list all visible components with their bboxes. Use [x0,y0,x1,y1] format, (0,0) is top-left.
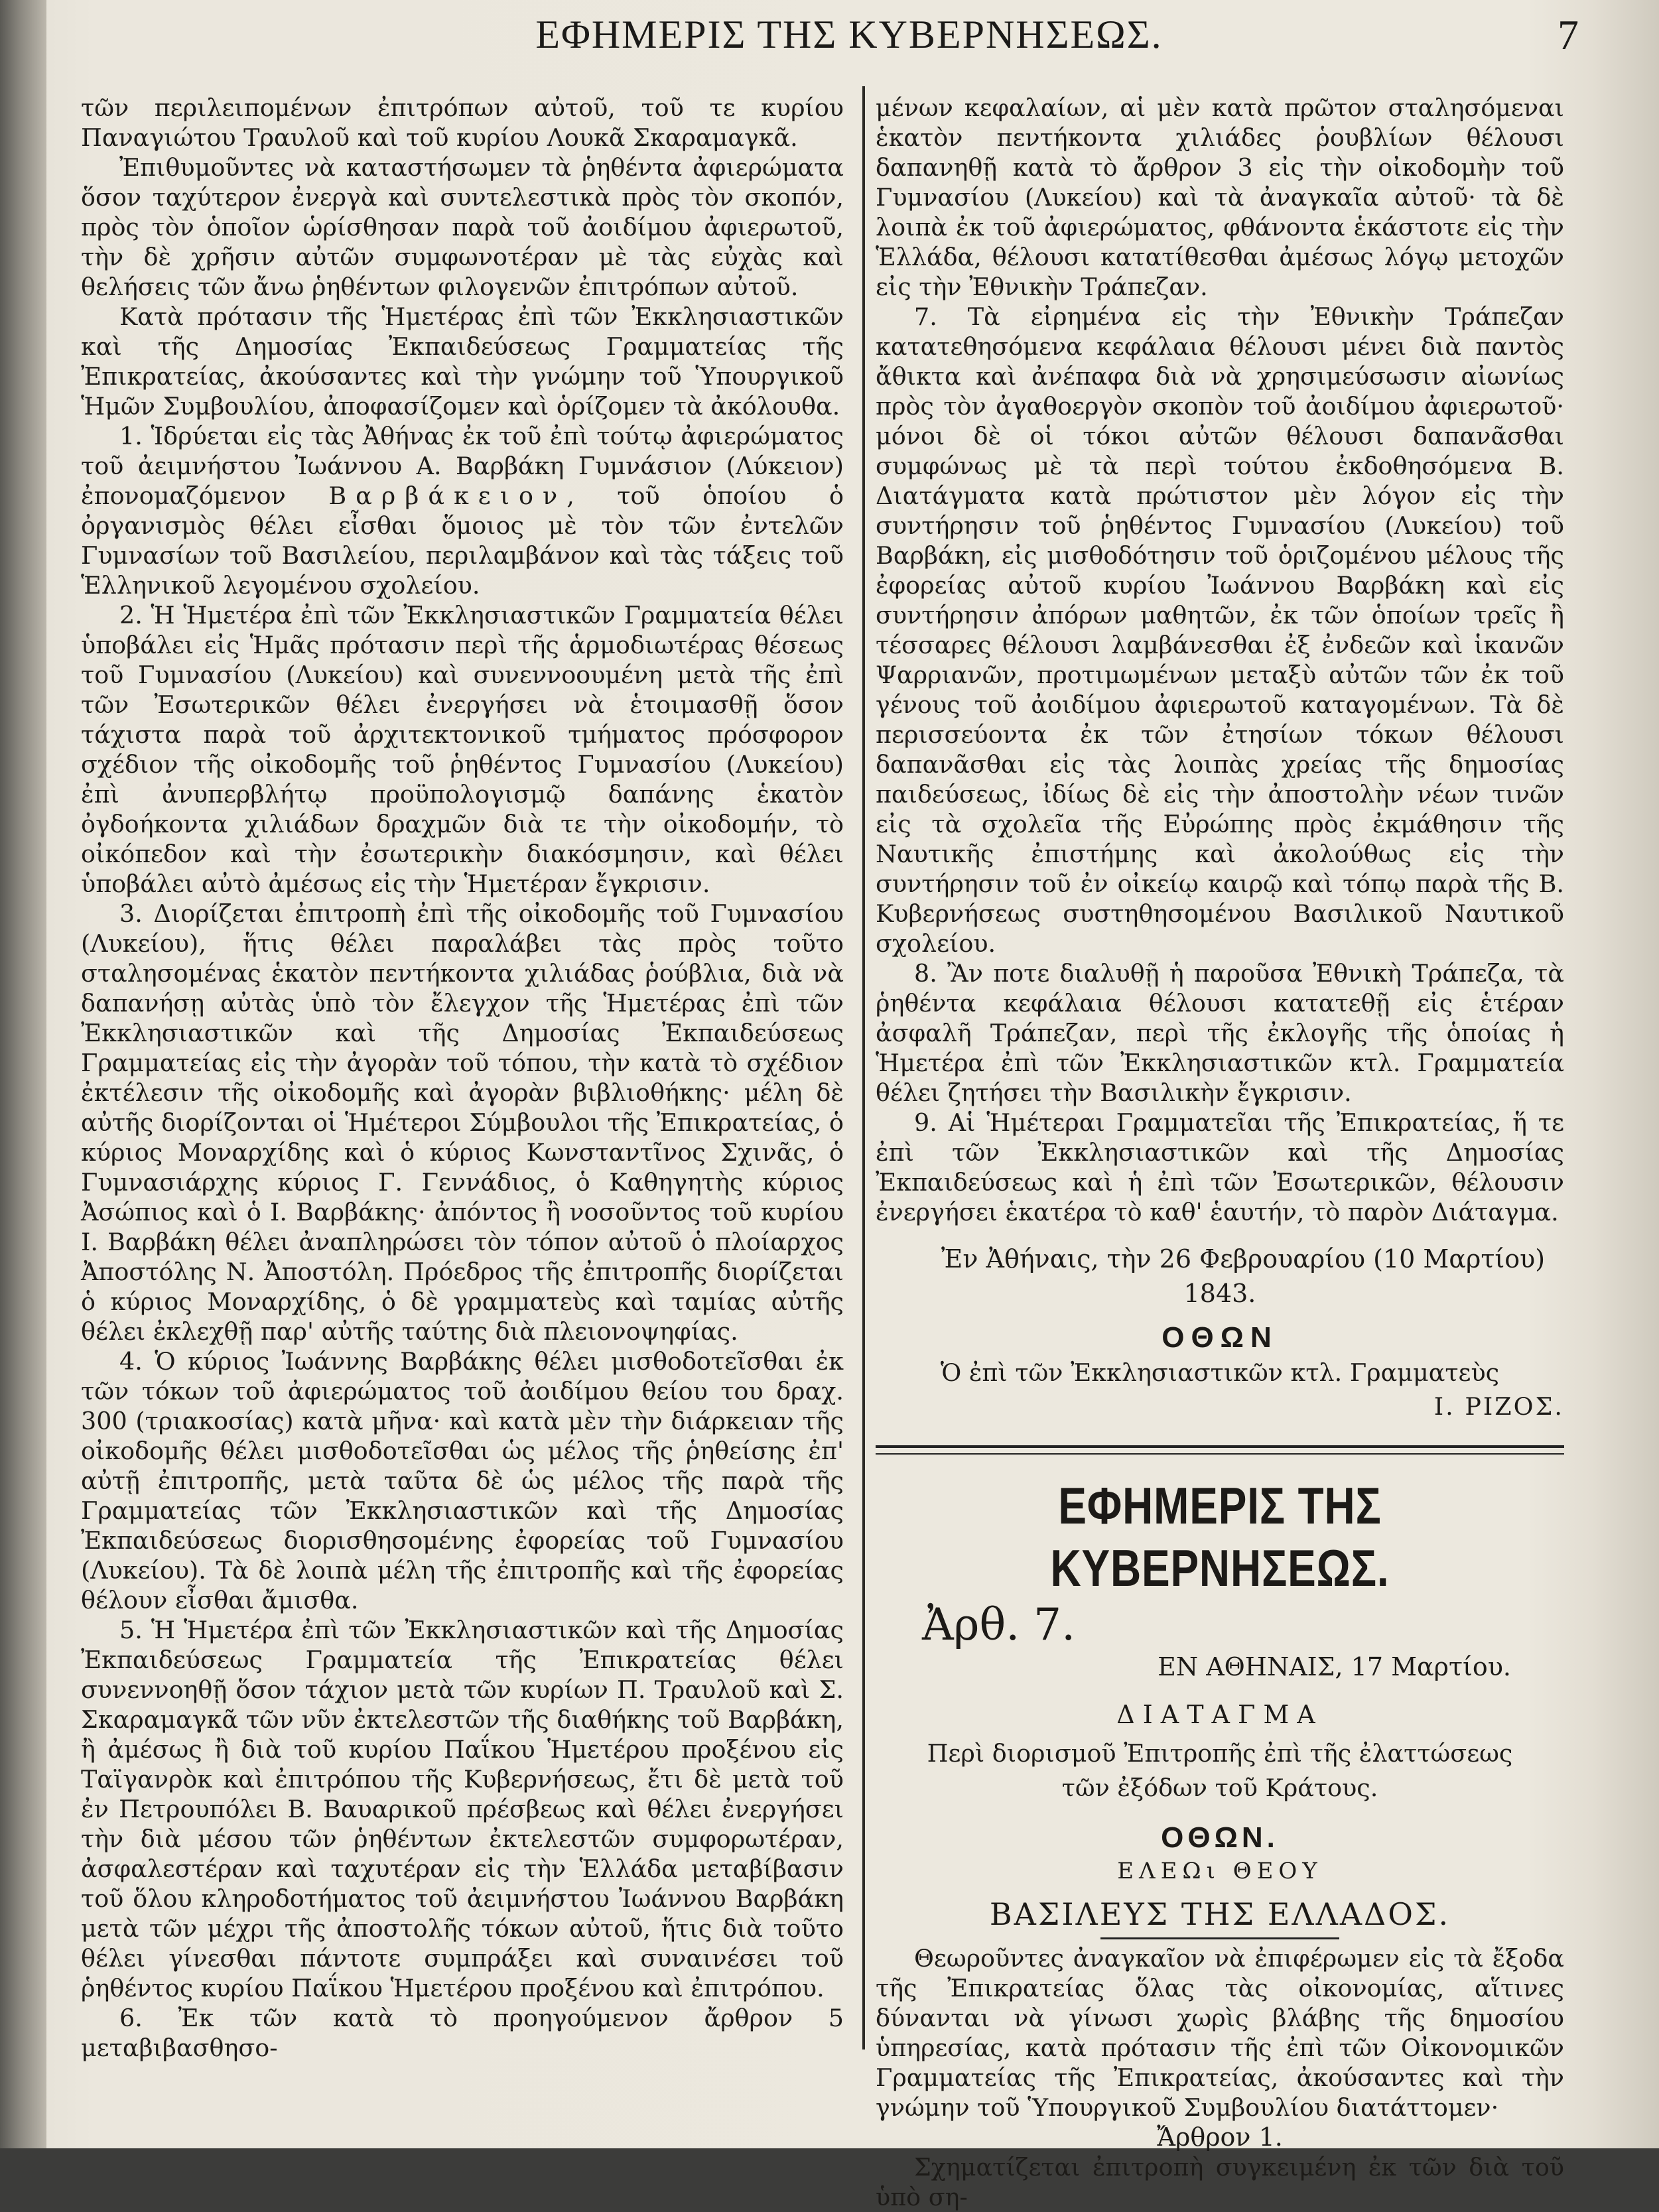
decree-preamble-2: Θεωροῦντες ἀναγκαῖον νὰ ἐπιφέρωμεν εἰς τὰ ἔξοδα τῆς Ἐπικρατείας ὅλας τὰς οἰκονομίας, αἵτινες δύνανται νὰ γίνωσι χωρὶς βλάβης τῆς δημοσίου ὑπηρεσίας, κατὰ πρότασιν τῆς ἐπὶ τῶν Οἰκονομικῶν Γραμματείας τῆς Ἐπικρατείας, ἀκούσαντες καὶ τὴν γνώμην τοῦ Ὑπουργικοῦ Συμβουλίου διατάττομεν· [876,1944,1564,2122]
article-7: 7. Τὰ εἰρημένα εἰς τὴν Ἐθνικὴν Τράπεζαν κατατεθησόμενα κεφάλαια θέλουσι μένει διὰ παντὸς ἄθικτα καὶ ἀνέπαφα διὰ νὰ χρησιμεύσωσιν αἰωνίως πρὸς τὸν ἀγαθοεργὸν σκοπὸν τοῦ ἀοιδίμου ἀφιερωτοῦ· μόνοι δὲ οἱ τόκοι αὐτῶν θέλουσι δαπανᾶσθαι συμφώνως μὲ τὰ περὶ τούτου ἐκδοθησόμενα Β. Διατάγματα κατὰ πρώτιστον μὲν λόγον εἰς τὴν συντήρησιν τοῦ ῥηθέντος Γυμνασίου (Λυκείου) τοῦ Βαρβάκη, εἰς μισθοδότησιν τοῦ ὁριζομένου μέλους τῆς ἐφορείας αὐτοῦ κυρίου Ἰωάννου Βαρβάκη καὶ εἰς συντήρησιν ἀπόρων μαθητῶν, ἐκ τῶν ὁποίων τρεῖς ἢ τέσσαρες θέλουσι λαμβάνεσθαι ἐξ ἐνδεῶν καὶ ἱκανῶν Ψαρριανῶν, προτιμωμένων μεταξὺ αὐτῶν τῶν ἐκ τοῦ γένους τοῦ ἀοιδίμου ἀφιερωτοῦ καταγομένων. Τὰ δὲ περισσεύοντα ἐκ τῶν ἐτησίων τόκων θέλουσι δαπανᾶσθαι εἰς τὰς λοιπὰς χρείας τῆς δημοσίας παιδεύσεως, ἰδίως δὲ εἰς τὴν ἀποστολὴν νέων τινῶν εἰς τὰ σχολεῖα τῆς Εὐρώπης πρὸς ἐκμάθησιν τῆς Ναυτικῆς ἐπιστήμης καὶ ἀκολούθως εἰς τὴν συντήρησιν τοῦ ἐν οἰκείῳ καιρῷ καὶ τόπῳ παρὰ τῆς Β. Κυβερνήσεως συστηθησομένου Βασιλικοῦ Ναυτικοῦ σχολείου. [876,302,1564,958]
signature-date: Ἐν Ἀθήναις, τὴν 26 Φεβρουαρίου (10 Μαρτίου) 1843. [941,1244,1546,1308]
article-heading: Ἄρθρον 1. [1157,2122,1283,2152]
article-5: 5. Ἡ Ἡμετέρα ἐπὶ τῶν Ἐκκλησιαστικῶν καὶ τῆς Δημοσίας Ἐκπαιδεύσεως Γραμματεία τῆς Ἐπικρατείας θέλει συνεννοηθῇ ὅσον τάχιον μετὰ τῶν κυρίων Π. Τραυλοῦ καὶ Σ. Σκαραμαγκᾶ τῶν νῦν ἐκτελεστῶν τῆς διαθήκης τοῦ Βαρβάκη, ἢ ἀμέσως ἢ διὰ τοῦ κυρίου Παΐκου Ἡμετέρου προξένου εἰς Ταϊγανρὸκ καὶ ἐπιτρόπου τῆς Κυβερνήσεως, ἔτι δὲ μετὰ τοῦ ἐν Πετρουπόλει Β. Βαυαρικοῦ πρέσβεως καὶ θέλει ἐνεργήσει τὴν διὰ μέσου τῶν ῥηθέντων ἐκτελεστῶν συμφορωτέραν, ἀσφαλεστέραν καὶ ταχυτέραν εἰς τὴν Ἑλλάδα μεταβίβασιν τοῦ ὅλου κληροδοτήματος τοῦ ἀειμνήστου Ἰωάννου Βαρβάκη μετὰ τῶν μέχρι τῆς ἀποστολῆς τόκων αὐτοῦ, ἥτις διὰ τοῦτο θέλει γίνεσθαι πάντοτε συμπράξει καὶ συναινέσει τοῦ ῥηθέντος κυρίου Παΐκου Ἡμετέρου προξένου καὶ ἐπιτρόπου. [81,1616,844,2002]
decree-title: ΒΑΣΙΛΕΥΣ ΤΗΣ ΕΛΛΑΔΟΣ. [989,1896,1451,1932]
decree-grace: ΕΛΕΩι ΘΕΟΥ [1117,1858,1323,1884]
section-divider [876,1445,1564,1455]
article-6-start: 6. Ἐκ τῶν κατὰ τὸ προηγούμενον ἄρθρον 5 μεταβιβασθησο- [81,2004,844,2062]
article-4: 4. Ὁ κύριος Ἰωάννης Βαρβάκης θέλει μισθοδοτεῖσθαι ἐκ τῶν τόκων τοῦ ἀφιερώματος τοῦ ἀοιδίμου θείου του δραχ. 300 (τριακοσίας) κατὰ μῆνα· καὶ κατὰ μὲν τὴν διάρκειαν τῆς οἰκοδομῆς θέλει μισθοδοτεῖσθαι ὡς μέλος τῆς ῥηθείσης ἐπ' αὐτῇ ἐπιτροπῆς, μετὰ ταῦτα δὲ ὡς μέλος τῆς παρὰ τῆς Γραμματείας τῶν Ἐκκλησιαστικῶν καὶ τῆς Δημοσίας Ἐκπαιδεύσεως διορισθησομένης ἐφορείας τοῦ Γυμνασίου (Λυκείου). Τὰ δὲ λοιπὰ μέλη τῆς ἐπιτροπῆς καὶ τῆς ἐφορείας θέλουν εἶσθαι ἄμισθα. [81,1347,844,1614]
issue-date: ΕΝ ΑΘΗΝΑΙΣ, 17 Μαρτίου. [1158,1652,1511,1681]
article-1-text: 1. Ἱδρύεται εἰς τὰς Ἀθήνας ἐκ τοῦ ἐπὶ τούτῳ ἀφιερώματος τοῦ ἀειμνήστου Ἰωάννου Α. Βαρβάκη Γυμνάσιον (Λύκειον) ἐπονομαζόμενον [81,422,844,510]
page-number: 7 [1558,11,1579,58]
short-rule [1100,1937,1339,1939]
decree-preamble: Κατὰ πρότασιν τῆς Ἡμετέρας ἐπὶ τῶν Ἐκκλησιαστικῶν καὶ τῆς Δημοσίας Ἐκπαιδεύσεως Γραμματείας τῆς Ἐπικρατείας, ἀκούσαντες καὶ τὴν γνώμην τοῦ Ὑπουργικοῦ Ἡμῶν Συμβουλίου, ἀποφασίζομεν καὶ ὁρίζομεν τὰ ἀκόλουθα. [81,302,844,421]
continued-paragraph: τῶν περιλειπομένων ἐπιτρόπων αὐτοῦ, τοῦ τε κυρίου Παναγιώτου Τραυλοῦ καὶ τοῦ κυρίου Λουκᾶ Σκαραμαγκᾶ. [81,94,844,152]
signature-role: Ὁ ἐπὶ τῶν Ἐκκλησιαστικῶν κτλ. Γραμματεὺς [940,1358,1500,1387]
signature-block [876,1242,1564,1421]
issue-number: Ἀρθ. 7. [922,1599,1076,1650]
article-9: 9. Αἱ Ἡμέτεραι Γραμματεῖαι τῆς Ἐπικρατείας, ἥ τε ἐπὶ τῶν Ἐκκλησιαστικῶν καὶ τῆς Δημοσίας Ἐκπαιδεύσεως καὶ ἡ ἐπὶ τῶν Ἐσωτερικῶν, θέλουσιν ἐνεργήσει ἑκατέρα τὸ καθ' ἑαυτήν, τὸ παρὸν Διάταγμα. [876,1108,1564,1226]
left-column [81,93,844,2063]
signature-name: Ι. ΡΙΖΟΣ. [1433,1392,1564,1421]
article-3: 3. Διορίζεται ἐπιτροπὴ ἐπὶ τῆς οἰκοδομῆς τοῦ Γυμνασίου (Λυκείου), ἥτις θέλει παραλάβει τὰς πρὸς τοῦτο σταλησομένας ἑκατὸν πεντήκοντα χιλιάδας ῥούβλια, διὰ νὰ δαπανήσῃ αὐτὰς ὑπὸ τὸν ἔλεγχον τῆς Ἡμετέρας ἐπὶ τῶν Ἐκκλησιαστικῶν καὶ τῆς Δημοσίας Ἐκπαιδεύσεως Γραμματείας εἰς τὴν ἀγορὰν τοῦ τόπου, τὴν κατὰ τὸ σχέδιον ἐκτέλεσιν τῆς οἰκοδομῆς καὶ ἀγορὰν βιβλιοθήκης· μέλη δὲ αὐτῆς διορίζονται οἱ Ἡμέτεροι Σύμβουλοι τῆς Ἐπικρατείας, ὁ κύριος Μοναρχίδης καὶ ὁ κύριος Κωνσταντῖνος Σχινᾶς, ὁ Γυμνασιάρχης κύριος Γ. Γεννάδιος, ὁ Καθηγητὴς κύριος Ἀσώπιος καὶ ὁ Ι. Βαρβάκης· ἀπόντος ἢ νοσοῦντος τοῦ κυρίου Ι. Βαρβάκη θέλει ἀναπληρώσει τὸν τόπον αὐτοῦ ὁ πλοίαρχος Ἀποστόλης Ν. Ἀποστόλη. Πρόεδρος τῆς ἐπιτροπῆς διορίζεται ὁ κύριος Μοναρχίδης, ὁ δὲ γραμματεὺς καὶ ταμίας αὐτῆς θέλει ἐκλεχθῇ παρ' αὐτῆς ταύτης διὰ πλειονοψηφίας. [81,899,844,1346]
school-name: Βαρβάκειον [328,482,567,510]
right-column [876,93,1564,2212]
issue-row [876,1599,1564,1692]
whereas-paragraph: Ἐπιθυμοῦντες νὰ καταστήσωμεν τὰ ῥηθέντα ἀφιερώματα ὅσον ταχύτερον ἐνεργὰ καὶ συντελεστικὰ πρὸς τὸν σκοπόν, πρὸς τὸν ὁποῖον ὡρίσθησαν παρὰ τοῦ ἀοιδίμου ἀφιερωτοῦ, τὴν δὲ χρῆσιν αὐτῶν συμφωνοτέραν μὲ τὰς εὐχὰς καὶ θελήσεις τῶν ἄνω ῥηθέντων φιλογενῶν ἐπιτρόπων αὐτοῦ. [81,153,844,301]
decree-label: ΔΙΑΤΑΓΜΑ [1116,1700,1323,1729]
masthead: ΕΦΗΜΕΡΙΣ ΤΗΣ ΚΥΒΕΡΝΗΣΕΩΣ. [1050,1476,1390,1597]
decree-subject: Περὶ διορισμοῦ Ἐπιτροπῆς ἐπὶ τῆς ἐλαττώσεως τῶν ἐξόδων τοῦ Κράτους. [927,1739,1513,1802]
article-1-text-cont: , τοῦ ὁποίου ὁ ὀργανισμὸς θέλει εἶσθαι ὅμοιος μὲ τὸν τῶν ἐντελῶν Γυμνασίων τοῦ Βασιλείου, περιλαμβάνον καὶ τὰς τάξεις τοῦ Ἑλληνικοῦ λεγομένου σχολείου. [81,482,844,600]
article-1-decree-2: Σχηματίζεται ἐπιτροπὴ συγκειμένη ἐκ τῶν διὰ τοῦ ὑπὸ ση- [876,2153,1564,2211]
signature-king: ΟΘΩΝ [1161,1321,1278,1354]
article-1 [81,421,844,600]
article-6-cont: μένων κεφαλαίων, αἱ μὲν κατὰ πρῶτον σταλησόμεναι ἑκατὸν πεντήκοντα χιλιάδες ῥουβλίων θέλουσι δαπανηθῇ κατὰ τὸ ἄρθρον 3 εἰς τὴν οἰκοδομὴν τοῦ Γυμνασίου (Λυκείου) καὶ τὰ ἀναγκαῖα αὐτοῦ· τὰ δὲ λοιπὰ ἐκ τοῦ ἀφιερώματος, φθάνοντα ἑκάστοτε εἰς τὴν Ἑλλάδα, θέλουσι κατατίθεσθαι ἀμέσως λόγῳ μετοχῶν εἰς τὴν Ἐθνικὴν Τράπεζαν. [876,94,1564,301]
decree-king: ΟΘΩΝ. [1161,1821,1279,1854]
page-binding-shadow [0,0,46,2148]
article-2: 2. Ἡ Ἡμετέρα ἐπὶ τῶν Ἐκκλησιαστικῶν Γραμματεία θέλει ὑποβάλει εἰς Ἡμᾶς πρότασιν περὶ τῆς ἁρμοδιωτέρας θέσεως τοῦ Γυμνασίου (Λυκείου) καὶ συνεννοουμένη μετὰ τῆς ἐπὶ τῶν Ἐσωτερικῶν θέλει ἐνεργήσει νὰ ἑτοιμασθῇ ὅσον τάχιστα παρὰ τοῦ ἀρχιτεκτονικοῦ τμήματος πρόσφορον σχέδιον τῆς οἰκοδομῆς τοῦ ῥηθέντος Γυμνασίου (Λυκείου) ἐπὶ ἀνυπερβλήτῳ προϋπολογισμῷ δαπάνης ἑκατὸν ὀγδοήκοντα χιλιάδων δραχμῶν διὰ τε τὴν οἰκοδομήν, τὸ οἰκόπεδον καὶ τὴν ἐσωτερικὴν διακόσμησιν, καὶ θέλει ὑποβάλει αὐτὸ ἀμέσως εἰς τὴν Ἡμετέραν ἔγκρισιν. [81,601,844,898]
article-8: 8. Ἂν ποτε διαλυθῇ ἡ παροῦσα Ἐθνικὴ Τράπεζα, τὰ ῥηθέντα κεφάλαια θέλουσι κατατεθῇ εἰς ἑτέραν ἀσφαλῆ Τράπεζαν, περὶ τῆς ἐκλογῆς τῆς ὁποίας ἡ Ἡμετέρα ἐπὶ τῶν Ἐκκλησιαστικῶν κτλ. Γραμματεία θέλει ζητήσει τὴν Βασιλικὴν ἔγκρισιν. [876,959,1564,1107]
column-divider [862,86,865,2049]
running-head-title: ΕΦΗΜΕΡΙΣ ΤΗΣ ΚΥΒΕΡΝΗΣΕΩΣ. [535,13,1163,56]
